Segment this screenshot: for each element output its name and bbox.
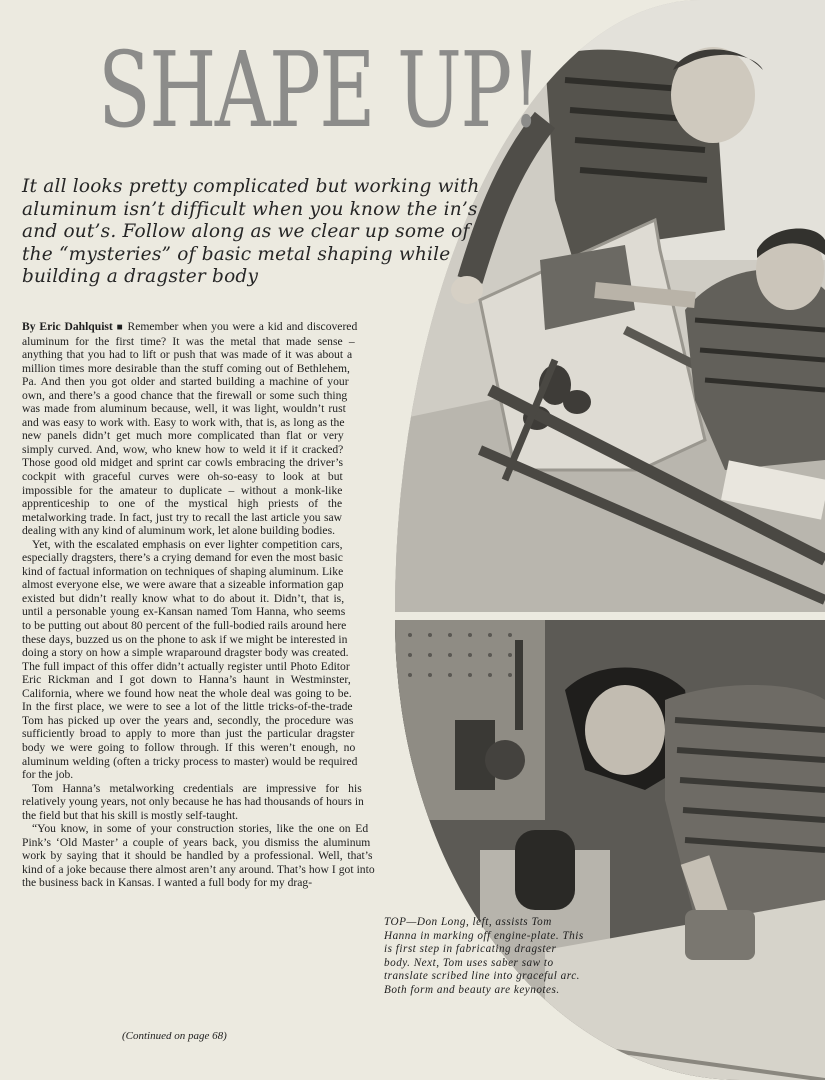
paragraph-3: Tom Hanna’s metalworking credentials are impressive for his relatively young years, not only because he has had thousands of hours in the field but that his skill is mostly self-taught. xyxy=(22,781,364,822)
article-body xyxy=(22,320,402,1045)
article-deck: It all looks pretty complicated but working with aluminum isn’t difficult when you know the in’s and out’s. Follow along as we clear up some of the “mysteries” of basic metal shaping while building a dragster body xyxy=(22,176,480,288)
bottom-photo xyxy=(395,620,825,1080)
square-bullet-icon: ■ xyxy=(116,322,124,333)
byline: By Eric Dahlquist xyxy=(22,320,113,333)
continued-note: (Continued on page 68) xyxy=(122,1030,227,1042)
photo-caption: TOP—Don Long, left, assists Tom Hanna in marking off engine-plate. This is first step in fabricating dragster body. Next, Tom uses saber saw to translate scribed line into graceful arc. Both form and beauty are keynotes. xyxy=(384,916,584,996)
paragraph-4: “You know, in some of your construction stories, like the one on Ed Pink’s ‘Old Master’ a couple of years back, you dismiss the aluminum work by saying that it should be handled by a professional. Well, that’s kind of a joke because there almost aren’t any around. That’s how I got into the business back in Kansas. I wanted a full body for my drag- xyxy=(22,822,375,890)
article-title: SHAPE UP! xyxy=(98,29,541,151)
body-text xyxy=(22,320,402,890)
paragraph-2: Yet, with the escalated emphasis on ever lighter competition cars, especially dragsters, there’s a crying demand for even the most basic kind of factual information on techniques of shaping aluminum. Like almost everyone else, we were aware that a sizeable information gap existed but didn’t really know what to do about it. Didn’t, that is, until a personable young ex-Kansan named Tom Hanna, who seems to be putting out about 80 percent of the full-bodied rails around here these days, buzzed us on the phone to ask if we might be interested in doing a story on how a simple wraparound dragster body was created. The full impact of this offer didn’t actually register until Photo Editor Eric Rickman and I got down to Hanna’s haunt in Westminster, California, where we found how neat the whole deal was going to be. In the first place, we were to see a lot of the little tricks-of-the-trade Tom has picked up over the years and, secondly, the procedure was sufficiently broad to apply to more than just the particular dragster body we were going to follow through. If this weren’t enough, no aluminum welding (often a tricky process to master) would be required for the job. xyxy=(22,537,358,782)
paragraph-text: Remember when you were a kid and discovered aluminum for the first time? It was the metal that made sense – anything that you had to lift or push that was made of it was about a million times more desirable than the stuff coming out of Bethlehem, Pa. And then you got older and started building a machine of your own, and there’s a good chance that the firewall or some such thing was made from aluminum because, well, it was light, wouldn’t rust and was easy to work with. Easy to work with, that is, as long as the new panels didn’t get much more complicated than flat or very simply curved. And, wow, who knew how to weld it if it cracked? Those good old midget and sprint car cowls embracing the driver’s cockpit with graceful curves were oh-so-easy to look at but impossible for the amateur to duplicate – without a monk-like apprenticeship to one of the mystical high priests of the metalworking trade. In fact, just try to recall the last article you saw dealing with any kind of aluminum work, let alone building bodies. xyxy=(22,320,358,538)
bottom-photo-illustration xyxy=(395,620,825,1080)
